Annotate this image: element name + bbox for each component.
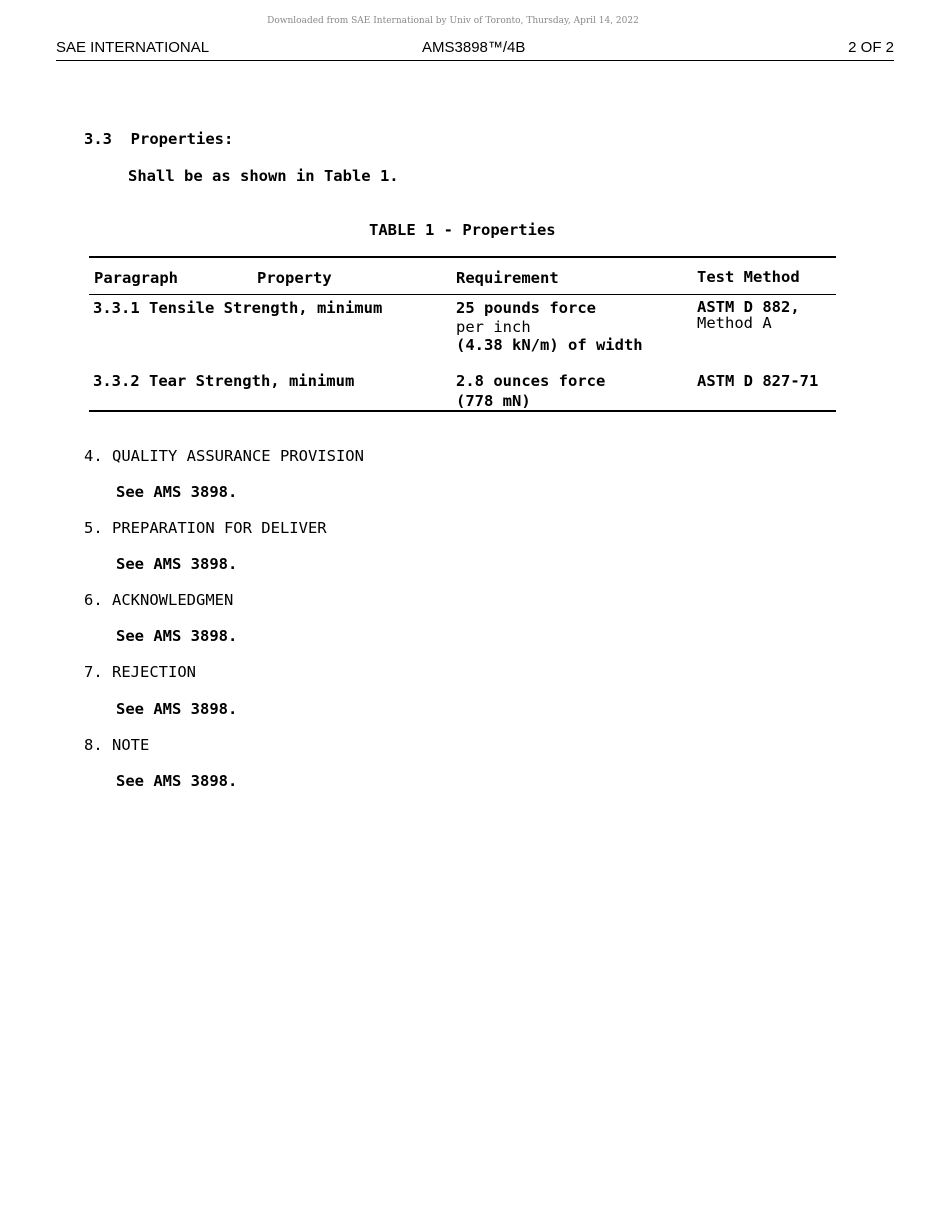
section-heading: 8. NOTE	[84, 736, 150, 754]
header-requirement: Requirement	[456, 269, 559, 287]
row-requirement-line: 2.8 ounces force	[456, 372, 606, 390]
section-heading: 7. REJECTION	[84, 663, 196, 681]
section-3-3-text: Shall be as shown in Table 1.	[128, 167, 399, 185]
row-requirement-line: 25 pounds force	[456, 299, 596, 317]
row-test-method-line: Method A	[697, 314, 772, 332]
document-number: AMS3898™/4B	[422, 39, 526, 56]
section-text: See AMS 3898.	[116, 483, 238, 501]
section-3-3-heading: 3.3 Properties:	[84, 130, 234, 148]
row-paragraph-property: 3.3.2 Tear Strength, minimum	[93, 372, 355, 390]
row-requirement-line: (4.38 kN/m) of width	[456, 336, 643, 354]
header-test-method: Test Method	[697, 268, 800, 286]
table-bottom-rule	[89, 410, 836, 412]
download-watermark: Downloaded from SAE International by Univ of Toronto, Thursday, April 14, 2022	[267, 16, 639, 26]
section-text: See AMS 3898.	[116, 627, 238, 645]
section-heading: 6. ACKNOWLEDGMEN	[84, 591, 234, 609]
table-header-rule	[89, 294, 836, 295]
header-property: Property	[257, 269, 332, 287]
table-top-rule	[89, 256, 836, 258]
header-paragraph: Paragraph	[94, 269, 178, 287]
publisher-name: SAE INTERNATIONAL	[56, 39, 210, 56]
row-requirement-line: (778 mN)	[456, 392, 531, 410]
row-paragraph-property: 3.3.1 Tensile Strength, minimum	[93, 299, 383, 317]
page-number: 2 OF 2	[848, 39, 894, 56]
section-text: See AMS 3898.	[116, 700, 238, 718]
row-test-method-line: ASTM D 827-71	[697, 372, 819, 390]
row-test-method-line: ASTM D 882,	[697, 298, 800, 316]
section-heading: 5. PREPARATION FOR DELIVER	[84, 519, 327, 537]
table-title: TABLE 1 - Properties	[369, 221, 556, 239]
section-text: See AMS 3898.	[116, 772, 238, 790]
section-text: See AMS 3898.	[116, 555, 238, 573]
section-heading: 4. QUALITY ASSURANCE PROVISION	[84, 447, 364, 465]
page-header	[56, 38, 894, 61]
row-requirement-line: per inch	[456, 318, 531, 336]
